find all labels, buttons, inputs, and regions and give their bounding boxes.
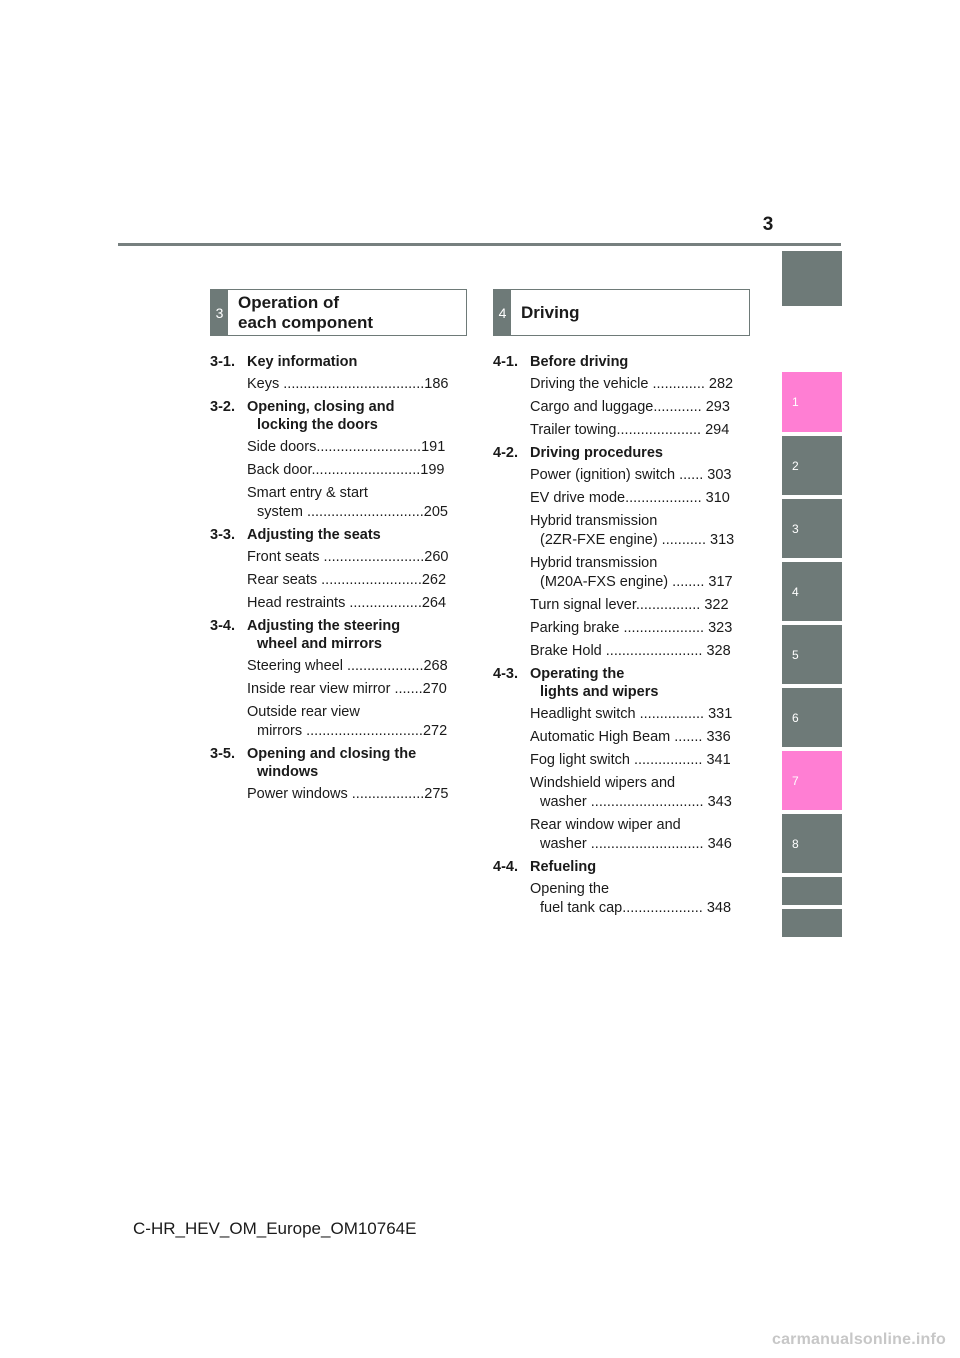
toc-entry[interactable] — [493, 773, 741, 815]
subsection-number: 4-1. — [493, 354, 518, 370]
side-tab[interactable] — [782, 251, 842, 306]
toc-entry[interactable] — [210, 547, 458, 570]
watermark: carmanualsonline.info — [771, 1331, 946, 1348]
toc-entry-text: Hybrid transmission — [530, 513, 658, 529]
toc-entry-text: Outside rear view — [247, 704, 360, 720]
toc-entry[interactable] — [210, 460, 458, 483]
toc-entry[interactable] — [493, 595, 741, 618]
toc-entry-text: Windshield wipers and — [530, 775, 676, 791]
side-tab-label: 6 — [792, 710, 799, 725]
toc-column-3 — [210, 352, 458, 807]
toc-subsection — [210, 616, 458, 744]
toc-entry-text: Rear window wiper and — [530, 817, 681, 833]
toc-entry-text: system .............................205 — [257, 504, 448, 520]
toc-entry-text: Turn signal lever................ 322 — [530, 597, 729, 613]
subsection-number: 3-4. — [210, 618, 235, 634]
toc-entry[interactable] — [210, 570, 458, 593]
toc-entry[interactable] — [493, 465, 741, 488]
toc-entry-text: Parking brake .................... 323 — [530, 620, 733, 636]
toc-entry[interactable] — [493, 553, 741, 595]
subsection-title: Before driving — [530, 354, 629, 370]
subsection-title: Opening and closing the — [247, 746, 417, 762]
toc-entry[interactable] — [210, 656, 458, 679]
document-code: C-HR_HEV_OM_Europe_OM10764E — [133, 1219, 417, 1238]
toc-entry-text: Inside rear view mirror .......270 — [247, 681, 447, 697]
subsection-number: 3-2. — [210, 399, 235, 415]
toc-entry[interactable] — [493, 879, 741, 921]
side-tab[interactable] — [782, 877, 842, 905]
side-tab[interactable] — [782, 372, 842, 432]
toc-entry-text: Cargo and luggage............ 293 — [530, 399, 730, 415]
toc-entry[interactable] — [210, 784, 458, 807]
toc-entry-text: Power windows ..................275 — [247, 786, 449, 802]
toc-entry-text: Smart entry & start — [247, 485, 368, 501]
toc-entry[interactable] — [493, 704, 741, 727]
toc-subsection-heading[interactable] — [493, 664, 741, 704]
toc-entry-text: Headlight switch ................ 331 — [530, 706, 733, 722]
subsection-title: wheel and mirrors — [257, 636, 382, 652]
header-rule — [118, 243, 841, 246]
subsection-title: Driving procedures — [530, 445, 663, 461]
toc-entry-text: fuel tank cap.................... 348 — [540, 900, 732, 916]
section-number: 3 — [211, 290, 228, 335]
toc-subsection — [493, 664, 741, 857]
toc-subsection-heading[interactable] — [210, 616, 458, 656]
toc-entry[interactable] — [493, 511, 741, 553]
side-tab[interactable] — [782, 751, 842, 810]
toc-entry[interactable] — [210, 437, 458, 460]
section-header-3 — [210, 289, 467, 336]
toc-entry-text: EV drive mode................... 310 — [530, 490, 730, 506]
toc-subsection-heading[interactable] — [493, 443, 741, 465]
subsection-title: Adjusting the steering — [247, 618, 401, 634]
toc-subsection-heading[interactable] — [210, 744, 458, 784]
toc-column-4 — [493, 352, 741, 921]
toc-subsection-heading[interactable] — [210, 525, 458, 547]
toc-entry[interactable] — [210, 593, 458, 616]
subsection-title: Refueling — [530, 859, 597, 875]
subsection-number: 4-4. — [493, 859, 518, 875]
section-header-4 — [493, 289, 750, 336]
subsection-title: windows — [257, 764, 319, 780]
side-tab[interactable] — [782, 688, 842, 747]
section-number: 4 — [494, 290, 511, 335]
toc-entry[interactable] — [493, 374, 741, 397]
subsection-number: 3-1. — [210, 354, 235, 370]
toc-entry[interactable] — [493, 397, 741, 420]
subsection-title: lights and wipers — [540, 684, 659, 700]
toc-subsection — [210, 525, 458, 616]
toc-entry-text: Head restraints ..................264 — [247, 595, 447, 611]
toc-entry-text: Power (ignition) switch ...... 303 — [530, 467, 732, 483]
toc-entry-text: Automatic High Beam ....... 336 — [530, 729, 731, 745]
toc-entry-text: Driving the vehicle ............. 282 — [530, 376, 734, 392]
side-tab-label: 8 — [792, 836, 799, 851]
side-tab[interactable] — [782, 436, 842, 495]
side-tab-label: 5 — [792, 647, 799, 662]
toc-subsection-heading[interactable] — [210, 397, 458, 437]
side-tab-label: 7 — [792, 773, 799, 788]
side-tab-label: 1 — [792, 395, 799, 409]
toc-entry-text: Side doors..........................191 — [247, 439, 446, 455]
subsection-number: 3-5. — [210, 746, 235, 762]
toc-entry[interactable] — [493, 750, 741, 773]
toc-entry-text: washer ............................ 346 — [540, 836, 732, 852]
toc-subsection-heading[interactable] — [493, 857, 741, 879]
toc-entry-text: (M20A-FXS engine) ........ 317 — [540, 574, 733, 590]
toc-entry-text: Rear seats .........................262 — [247, 572, 447, 588]
toc-entry[interactable] — [493, 815, 741, 857]
subsection-number: 4-3. — [493, 666, 518, 682]
toc-entry-text: Fog light switch ................. 341 — [530, 752, 731, 768]
toc-entry-text: Hybrid transmission — [530, 555, 658, 571]
toc-entry[interactable] — [210, 374, 458, 397]
side-tab-label: 4 — [792, 584, 799, 599]
section-title: Driving — [521, 303, 580, 322]
toc-subsection — [210, 744, 458, 807]
toc-entry[interactable] — [493, 727, 741, 750]
toc-entry-text: Keys ...................................186 — [247, 376, 449, 392]
side-tab[interactable] — [782, 909, 842, 937]
toc-entry[interactable] — [493, 488, 741, 511]
subsection-title: Opening, closing and — [247, 399, 395, 415]
side-tab[interactable] — [782, 562, 842, 621]
toc-entry-text: (2ZR-FXE engine) ........... 313 — [540, 532, 735, 548]
toc-subsection — [493, 857, 741, 921]
toc-entry[interactable] — [210, 702, 458, 744]
toc-subsection — [210, 352, 458, 397]
side-tab[interactable] — [782, 814, 842, 873]
toc-subsection — [493, 443, 741, 664]
toc-entry-text: Front seats .........................260 — [247, 549, 449, 565]
toc-entry-text: Trailer towing..................... 294 — [530, 422, 730, 438]
toc-subsection-heading[interactable] — [210, 352, 458, 374]
toc-entry-text: Brake Hold ........................ 328 — [530, 643, 731, 659]
page-number: 3 — [762, 214, 774, 235]
toc-subsection — [493, 352, 741, 443]
toc-subsection — [210, 397, 458, 525]
toc-entry[interactable] — [210, 483, 458, 525]
side-tab-label: 2 — [792, 458, 799, 473]
side-tab[interactable] — [782, 625, 842, 684]
subsection-number: 3-3. — [210, 527, 235, 543]
side-tab-label: 3 — [792, 521, 799, 536]
toc-subsection-heading[interactable] — [493, 352, 741, 374]
subsection-title: Key information — [247, 354, 358, 370]
toc-entry-text: mirrors .............................272 — [257, 723, 448, 739]
toc-entry[interactable] — [493, 420, 741, 443]
toc-entry-text: washer ............................ 343 — [540, 794, 732, 810]
subsection-title: Adjusting the seats — [247, 527, 381, 543]
section-title: Operation of each component — [238, 293, 374, 332]
subsection-title: locking the doors — [257, 417, 378, 433]
side-tab[interactable] — [782, 499, 842, 558]
toc-entry-text: Steering wheel ...................268 — [247, 658, 448, 674]
subsection-number: 4-2. — [493, 445, 518, 461]
subsection-title: Operating the — [530, 666, 625, 682]
toc-entry-text: Back door...........................199 — [247, 462, 445, 478]
toc-entry[interactable] — [210, 679, 458, 702]
toc-entry-text: Opening the — [530, 881, 610, 897]
toc-entry[interactable] — [493, 618, 741, 641]
toc-entry[interactable] — [493, 641, 741, 664]
